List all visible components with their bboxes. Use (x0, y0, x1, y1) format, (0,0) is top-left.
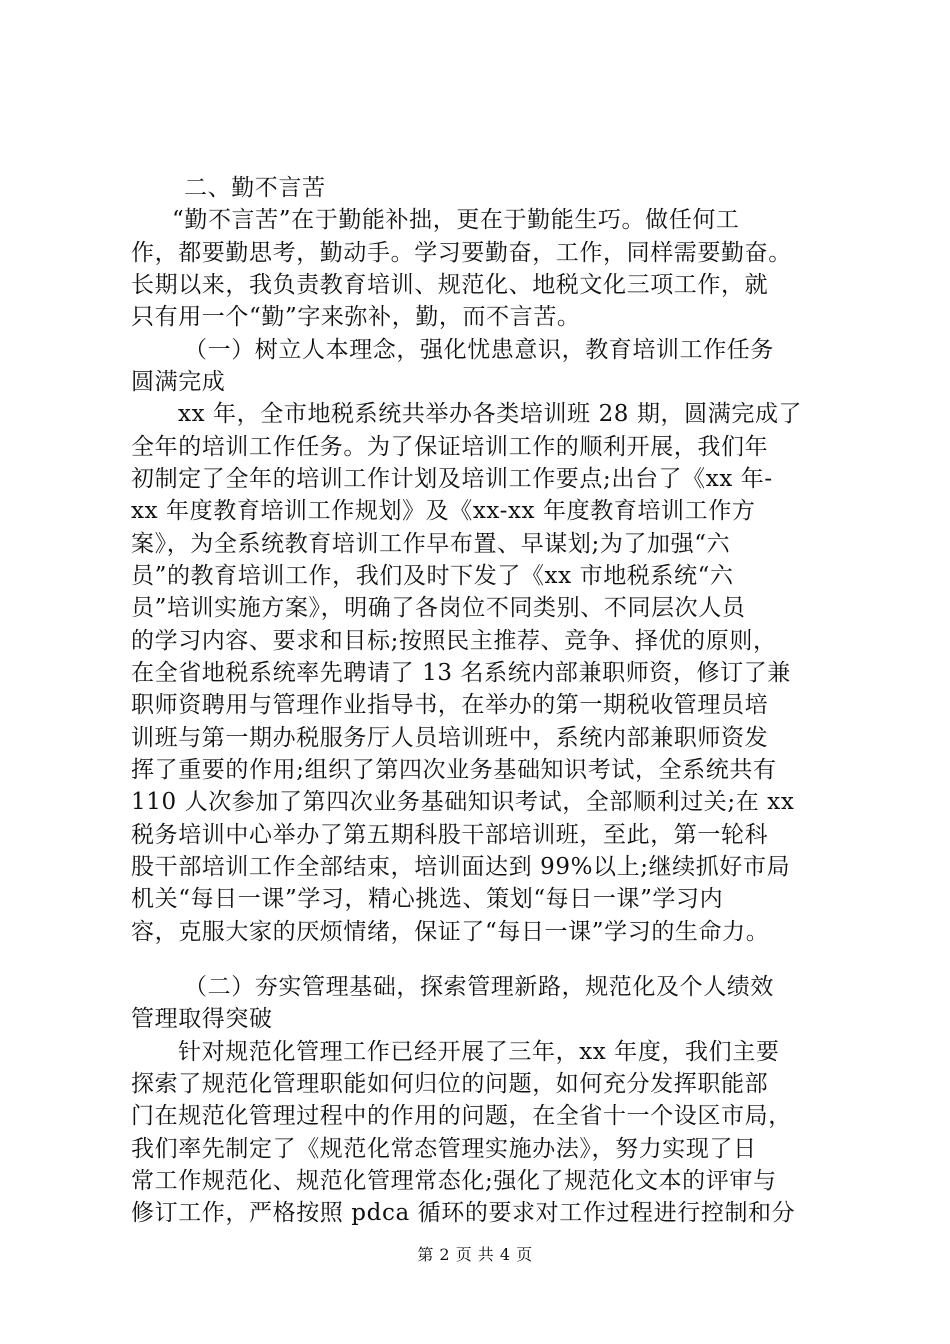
paragraph-line: 容，克服大家的厌烦情绪，保证了“每日一课”学习的生命力。 (131, 919, 770, 945)
paragraph-line: 案》，为全系统教育培训工作早布置、早谋划;为了加强“六 (131, 531, 731, 557)
paragraph-line: 门在规范化管理过程中的作用的问题，在全省十一个设区市局， (131, 1103, 792, 1129)
paragraph-line: 挥了重要的作用;组织了第四次业务基础知识考试，全系统共有 (131, 757, 777, 783)
subsection-heading: 管理取得突破 (131, 1006, 273, 1032)
paragraph-line: 股干部培训工作全部结束，培训面达到 99%以上;继续抓好市局 (131, 854, 791, 880)
paragraph-line: 只有用一个“勤”字来弥补，勤，而不言苦。 (131, 304, 581, 330)
paragraph-line: 针对规范化管理工作已经开展了三年，xx 年度，我们主要 (178, 1039, 780, 1065)
paragraph-line: 常工作规范化、规范化管理常态化;强化了规范化文本的评审与 (131, 1168, 777, 1194)
paragraph-line: 初制定了全年的培训工作计划及培训工作要点;出台了《xx 年- (131, 466, 773, 492)
paragraph-line: 税务培训中心举办了第五期科股干部培训班，至此，第一轮科 (131, 822, 769, 848)
subsection-heading: 圆满完成 (131, 369, 226, 395)
paragraph-line: 员”的教育培训工作，我们及时下发了《xx 市地税系统“六 (131, 563, 734, 589)
paragraph-line: xx 年，全市地税系统共举办各类培训班 28 期，圆满完成了 (178, 401, 803, 427)
page-number-footer: 第 2 页 共 4 页 (417, 1245, 533, 1264)
paragraph-line: 长期以来，我负责教育培训、规范化、地税文化三项工作，就 (131, 272, 769, 298)
paragraph-line: 修订工作，严格按照 pdca 循环的要求对工作过程进行控制和分 (131, 1200, 796, 1226)
paragraph-line: 训班与第一期办税服务厅人员培训班中，系统内部兼职师资发 (131, 725, 769, 751)
subsection-heading: （二）夯实管理基础，探索管理新路，规范化及个人绩效 (184, 974, 774, 1000)
paragraph-line: 职师资聘用与管理作业指导书，在举办的第一期税收管理员培 (131, 692, 769, 718)
paragraph-line: 我们率先制定了《规范化常态管理实施办法》，努力实现了日 (131, 1136, 757, 1162)
subsection-heading: （一）树立人本理念，强化忧患意识，教育培训工作任务 (184, 337, 774, 363)
paragraph-line: 作，都要勤思考，勤动手。学习要勤奋，工作，同样需要勤奋。 (131, 240, 792, 266)
paragraph-line: 全年的培训工作任务。为了保证培训工作的顺利开展，我们年 (131, 434, 769, 460)
paragraph-line: 的学习内容、要求和目标;按照民主推荐、竞争、择优的原则， (131, 628, 777, 654)
paragraph-line: 在全省地税系统率先聘请了 13 名系统内部兼职师资，修订了兼 (131, 660, 791, 686)
paragraph-line: xx 年度教育培训工作规划》及《xx-xx 年度教育培训工作方 (131, 498, 756, 524)
paragraph-line: “勤不言苦”在于勤能补拙，更在于勤能生巧。做任何工 (172, 207, 740, 233)
paragraph-line: 110 人次参加了第四次业务基础知识考试，全部顺利过关;在 xx (131, 789, 795, 815)
paragraph-line: 探索了规范化管理职能如何归位的问题，如何充分发挥职能部 (131, 1071, 769, 1097)
paragraph-line: 机关“每日一课”学习，精心挑选、策划“每日一课”学习内 (131, 886, 724, 912)
paragraph-line: 员”培训实施方案》，明确了各岗位不同类别、不同层次人员 (131, 595, 746, 621)
section-heading: 二、勤不言苦 (184, 175, 326, 201)
